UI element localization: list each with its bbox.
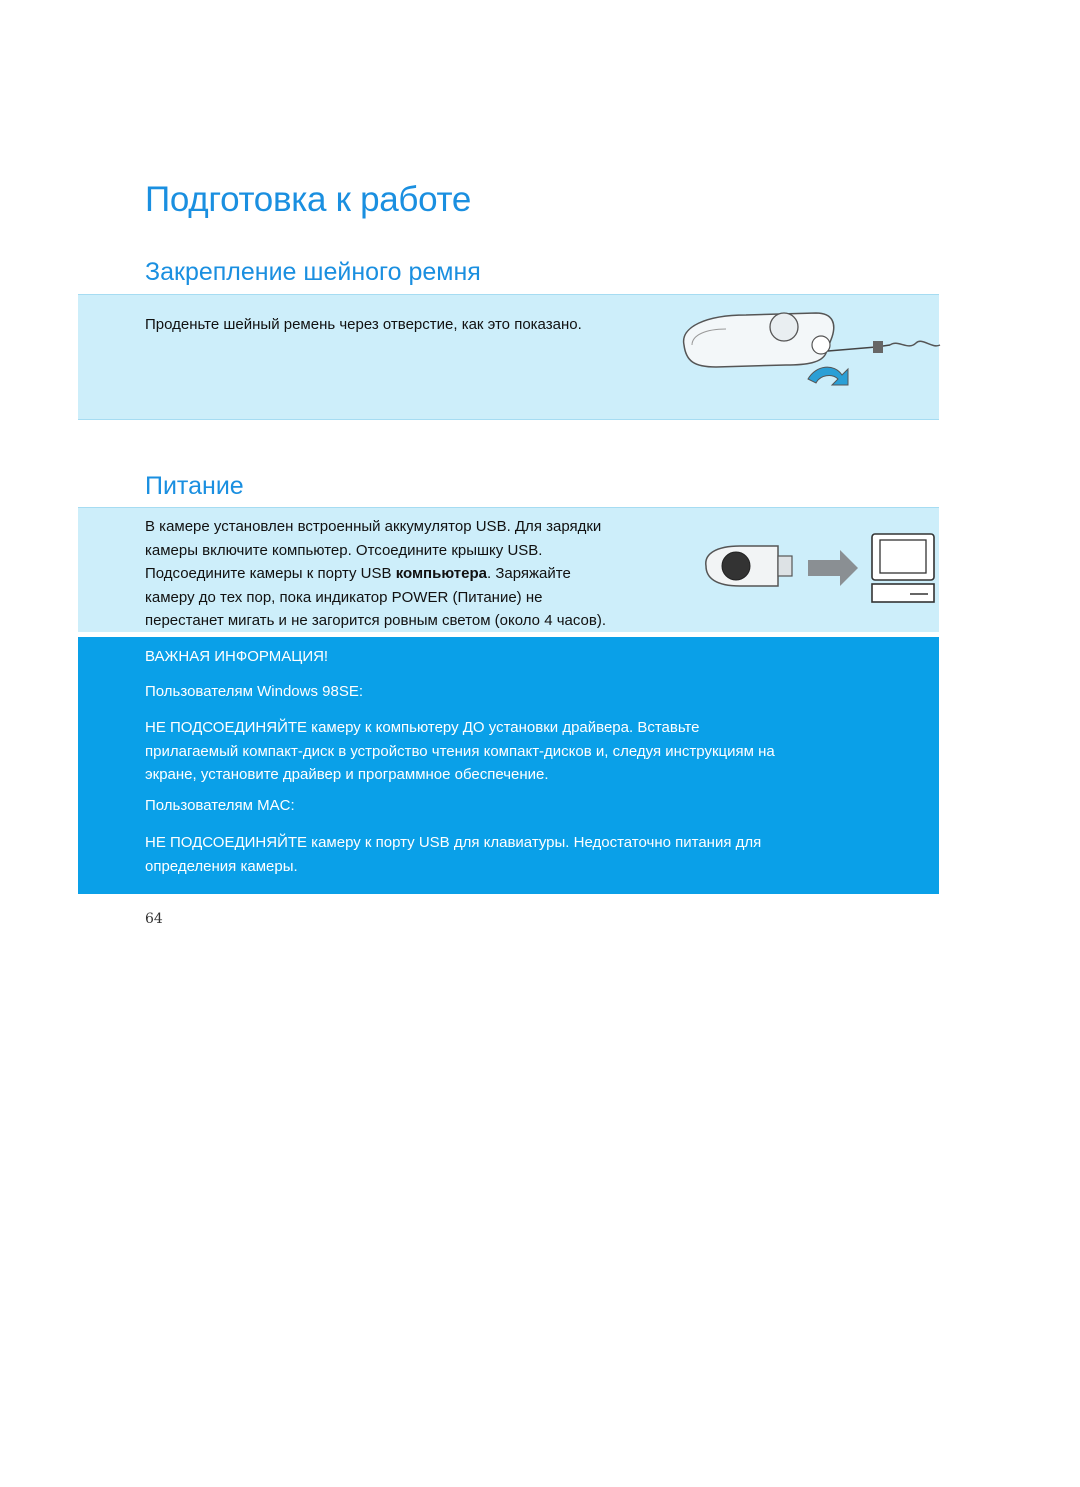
- neck-strap-illustration: [676, 305, 944, 391]
- camera-body-shape: [684, 313, 834, 367]
- important-info-panel: [78, 637, 939, 894]
- power-text-segment: Подсоедините камеры к порту USB: [145, 565, 396, 582]
- windows-text-line: НЕ ПОДСОЕДИНЯЙТЕ камеру к компьютеру ДО установки драйвера. Вставьте: [145, 719, 700, 736]
- power-text-line: [145, 562, 705, 586]
- strap-cord-shape: [828, 341, 940, 353]
- strap-section-title: Закрепление шейного ремня: [145, 258, 481, 286]
- power-text-line: камеры включите компьютер. Отсоедините крышку USB.: [145, 541, 543, 559]
- power-section-title: Питание: [145, 472, 244, 500]
- page-number: 64: [145, 911, 163, 927]
- power-text-line: камеру до тех пор, пока индикатор POWER (Питание) не: [145, 588, 543, 606]
- windows-text-line: прилагаемый компакт-диск в устройство чтения компакт-дисков и, следуя инструкциям на: [145, 742, 775, 760]
- computer-icon: [872, 534, 934, 602]
- windows-users-label: Пользователям Windows 98SE:: [145, 683, 364, 700]
- power-instruction-text: [145, 515, 705, 633]
- mac-users-text: [145, 831, 761, 878]
- usb-connection-illustration: [700, 530, 940, 606]
- strap-instruction-text: Проденьте шейный ремень через отверстие, как это показано.: [145, 316, 582, 333]
- mac-text-line: НЕ ПОДСОЕДИНЯЙТЕ камеру к порту USB для клавиатуры. Недостаточно питания для: [145, 834, 762, 851]
- mac-text-line: определения камеры.: [145, 857, 298, 875]
- windows-users-text: [145, 716, 775, 787]
- page-title: Подготовка к работе: [145, 180, 472, 219]
- important-heading: ВАЖНАЯ ИНФОРМАЦИЯ!: [145, 648, 329, 665]
- arrow-right-icon: [808, 550, 858, 586]
- power-text-bold: компьютера: [395, 565, 487, 582]
- mac-users-label: Пользователям MAC:: [145, 797, 295, 814]
- power-text-line: В камере установлен встроенный аккумулятор USB. Для зарядки: [145, 518, 602, 535]
- camera-usb-shape: [706, 546, 792, 586]
- power-text-segment: . Заряжайте: [486, 565, 571, 582]
- windows-text-line: экране, установите драйвер и программное обеспечение.: [145, 766, 549, 783]
- power-text-line: перестанет мигать и не загорится ровным светом (около 4 часов).: [145, 612, 607, 629]
- curved-arrow-icon: [808, 367, 848, 385]
